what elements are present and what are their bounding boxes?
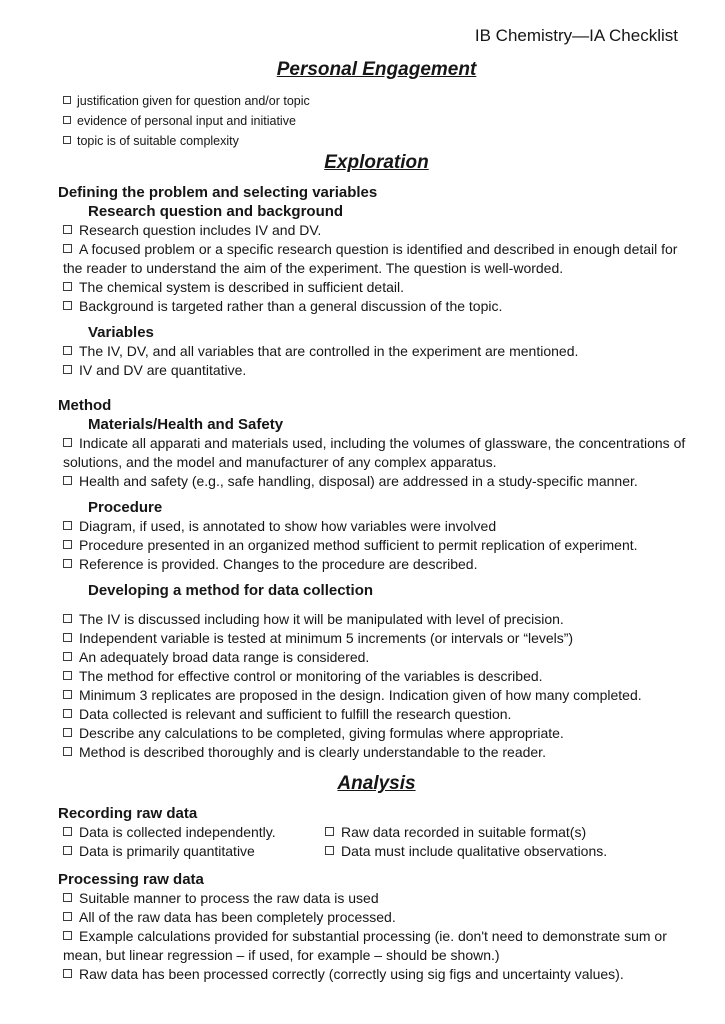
checklist-item-label: Method is described thoroughly and is clearly understandable to the reader. xyxy=(79,744,546,760)
checklist-item-label: Data is primarily quantitative xyxy=(79,843,255,859)
checklist-item-label: Data collected is relevant and sufficient to fulfill the research question. xyxy=(79,706,512,722)
group-heading-recording: Recording raw data xyxy=(58,805,198,822)
checkbox-icon xyxy=(63,96,71,104)
checklist-item xyxy=(58,221,695,240)
checklist-item xyxy=(58,705,695,724)
checkbox-icon xyxy=(63,827,72,836)
checklist-item xyxy=(58,743,695,762)
checkbox-icon xyxy=(63,559,72,568)
checklist-item xyxy=(58,297,695,316)
checkbox-icon xyxy=(63,747,72,756)
checkbox-icon xyxy=(63,931,72,940)
checklist-item-label: Data must include qualitative observations. xyxy=(341,843,608,859)
checkbox-icon xyxy=(63,633,72,642)
checklist-item xyxy=(58,131,695,151)
checkbox-icon xyxy=(63,225,72,234)
checklist-item-label: Indicate all apparati and materials used, including the volumes of glassware, the concentrations of solutions, and the model and manufacturer of any complex apparatus. xyxy=(63,435,686,470)
checklist-item xyxy=(58,908,695,927)
checklist-item xyxy=(58,472,695,491)
document-title: IB Chemistry—IA Checklist xyxy=(474,26,678,45)
checkbox-icon xyxy=(63,136,71,144)
checklist-item xyxy=(58,889,695,908)
checkbox-icon xyxy=(63,346,72,355)
checklist-item xyxy=(58,610,695,629)
checklist-item-label: Suitable manner to process the raw data is used xyxy=(79,890,379,906)
checklist-item-label: Research question includes IV and DV. xyxy=(79,222,322,238)
checklist-item-label: Raw data has been processed correctly (correctly using sig figs and uncertainty values). xyxy=(79,966,624,982)
group-heading-defining: Defining the problem and selecting variables xyxy=(58,184,378,201)
checklist-item xyxy=(58,342,695,361)
checkbox-icon xyxy=(63,540,72,549)
checkbox-icon xyxy=(63,671,72,680)
personal-engagement-list xyxy=(58,91,695,151)
checklist-item-label: An adequately broad data range is considered. xyxy=(79,649,370,665)
checklist-item-label: Diagram, if used, is annotated to show how variables were involved xyxy=(79,518,497,534)
checkbox-icon xyxy=(325,827,334,836)
checkbox-icon xyxy=(63,365,72,374)
checkbox-icon xyxy=(63,728,72,737)
checkbox-icon xyxy=(63,116,71,124)
checklist-item-label: All of the raw data has been completely processed. xyxy=(79,909,396,925)
checklist-item-label: The IV, DV, and all variables that are controlled in the experiment are mentioned. xyxy=(79,343,579,359)
checkbox-icon xyxy=(63,709,72,718)
checklist-item xyxy=(58,724,695,743)
checklist-item xyxy=(58,686,695,705)
checklist-item-label: The method for effective control or monitoring of the variables is described. xyxy=(79,668,543,684)
checkbox-icon xyxy=(63,438,72,447)
checkbox-icon xyxy=(63,301,72,310)
checkbox-icon xyxy=(63,282,72,291)
checkbox-icon xyxy=(63,476,72,485)
checklist-item-label: The IV is discussed including how it will be manipulated with level of precision. xyxy=(79,611,564,627)
checklist-item-label: Minimum 3 replicates are proposed in the design. Indication given of how many completed. xyxy=(79,687,642,703)
checklist-item-label: justification given for question and/or topic xyxy=(77,94,310,108)
section-heading-exploration: Exploration xyxy=(324,152,429,173)
subheading-research-question: Research question and background xyxy=(88,203,344,220)
checkbox-icon xyxy=(63,521,72,530)
checklist-item xyxy=(58,667,695,686)
checklist-item-label: Background is targeted rather than a general discussion of the topic. xyxy=(79,298,503,314)
checklist-item xyxy=(58,965,695,984)
checklist-item xyxy=(58,536,695,555)
checkbox-icon xyxy=(63,652,72,661)
checklist-item-label: A focused problem or a specific research question is identified and described in enough detail for the reader to understand the aim of the experiment. The question is well-worded. xyxy=(63,241,678,276)
checklist-item xyxy=(320,842,695,861)
checklist-item-label: Data is collected independently. xyxy=(79,824,276,840)
checklist-item xyxy=(58,842,320,861)
checklist-item-label: topic is of suitable complexity xyxy=(77,134,239,148)
checkbox-icon xyxy=(63,846,72,855)
checkbox-icon xyxy=(63,912,72,921)
checklist-item xyxy=(58,278,695,297)
checklist-item-label: Procedure presented in an organized method sufficient to permit replication of experiment. xyxy=(79,537,638,553)
checklist-item xyxy=(58,111,695,131)
subheading-procedure: Procedure xyxy=(88,499,163,516)
checkbox-icon xyxy=(325,846,334,855)
group-heading-processing: Processing raw data xyxy=(58,871,204,888)
checkbox-icon xyxy=(63,244,72,253)
checklist-item xyxy=(58,555,695,574)
checklist-item-label: Reference is provided. Changes to the procedure are described. xyxy=(79,556,478,572)
checklist-item-label: Raw data recorded in suitable format(s) xyxy=(341,824,587,840)
subheading-developing-method: Developing a method for data collection xyxy=(88,582,374,599)
checklist-item xyxy=(58,517,695,536)
section-heading-analysis: Analysis xyxy=(337,773,416,794)
checklist-item xyxy=(58,927,695,965)
subheading-materials: Materials/Health and Safety xyxy=(88,416,284,433)
group-heading-method: Method xyxy=(58,397,112,414)
checkbox-icon xyxy=(63,969,72,978)
recording-checklist-columns xyxy=(58,823,695,861)
checklist-item xyxy=(320,823,695,842)
checklist-item xyxy=(58,361,695,380)
checklist-item-label: Describe any calculations to be completed, giving formulas where appropriate. xyxy=(79,725,564,741)
checklist-item-label: Independent variable is tested at minimum 5 increments (or intervals or “levels”) xyxy=(79,630,574,646)
checklist-item xyxy=(58,434,695,472)
checkbox-icon xyxy=(63,614,72,623)
checklist-item xyxy=(58,240,695,278)
checklist-item xyxy=(58,91,695,111)
checkbox-icon xyxy=(63,690,72,699)
checklist-item-label: Example calculations provided for substantial processing (ie. don't need to demonstrate sum or mean, but linear regression – if used, for example – should be shown.) xyxy=(63,928,667,963)
checklist-item xyxy=(58,823,320,842)
checkbox-icon xyxy=(63,893,72,902)
section-heading-personal-engagement: Personal Engagement xyxy=(276,59,477,80)
checklist-item-label: Health and safety (e.g., safe handling, disposal) are addressed in a study-specific manner. xyxy=(79,473,638,489)
checklist-item xyxy=(58,648,695,667)
checklist-item-label: The chemical system is described in sufficient detail. xyxy=(79,279,404,295)
checklist-item-label: IV and DV are quantitative. xyxy=(79,362,247,378)
checklist-item-label: evidence of personal input and initiative xyxy=(77,114,296,128)
subheading-variables: Variables xyxy=(88,324,154,341)
checklist-item xyxy=(58,629,695,648)
